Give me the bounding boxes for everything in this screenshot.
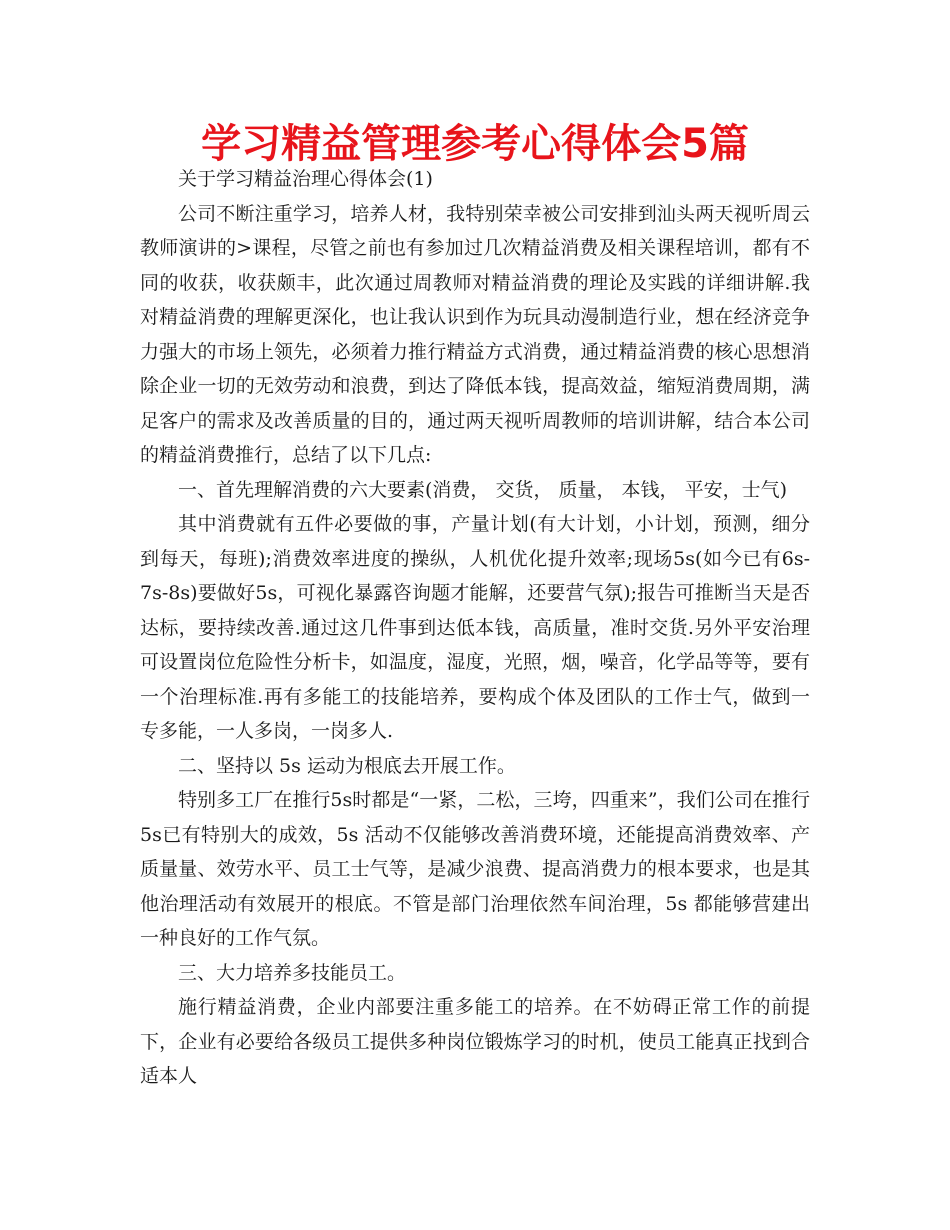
paragraph-point-2: 特别多工厂在推行5s时都是“一紧，二松，三垮，四重来”，我们公司在推行5s已有特别大的成效，5s 活动不仅能够改善消费环境，还能提高消费效率、产质量量、效劳水平、员工士气等，是减少浪费、提高消费力的根本要求，也是其他治理活动有效展开的根底。不管是部门治理依然车间治理，5s 都能够营建出一种良好的工作气氛。 bbox=[140, 789, 810, 949]
section-heading-1: 关于学习精益治理心得体会(1) bbox=[178, 168, 433, 190]
point-heading-1: 一、首先理解消费的六大要素(消费， 交货， 质量， 本钱， 平安，士气) bbox=[178, 478, 787, 501]
point-heading-2: 二、坚持以 5s 运动为根底去开展工作。 bbox=[178, 754, 516, 777]
document-title: 学习精益管理参考心得体会5篇 bbox=[201, 121, 749, 167]
document-body bbox=[140, 162, 810, 1094]
paragraph-point-3: 施行精益消费，企业内部要注重多能工的培养。在不妨碍正常工作的前提下，企业有必要给各级员工提供多种岗位锻炼学习的时机，使员工能真正找到合适本人 bbox=[140, 996, 810, 1087]
paragraph-point-1: 其中消费就有五件必要做的事，产量计划(有大计划，小计划，预测，细分到每天，每班);消费效率进度的操纵，人机优化提升效率;现场5s(如今已有6s-7s-8s)要做好5s，可视化暴露咨询题才能解，还要营气氛);报告可推断当天是否达标，要持续改善.通过这几件事到达低本钱，高质量，准时交货.另外平安治理可设置岗位危险性分析卡，如温度，湿度，光照，烟，噪音，化学品等等，要有一个治理标准.再有多能工的技能培养，要构成个体及团队的工作士气，做到一专多能，一人多岗，一岗多人. bbox=[140, 513, 810, 742]
point-heading-3: 三、大力培养多技能员工。 bbox=[178, 961, 407, 984]
paragraph-intro: 公司不断注重学习，培养人材，我特别荣幸被公司安排到汕头两天视听周云教师演讲的>课程，尽管之前也有参加过几次精益消费及相关课程培训，都有不同的收获，收获颇丰，此次通过周教师对精益消费的理论及实践的详细讲解.我对精益消费的理解更深化，也让我认识到作为玩具动漫制造行业，想在经济竞争力强大的市场上领先，必须着力推行精益方式消费，通过精益消费的核心思想消除企业一切的无效劳动和浪费，到达了降低本钱，提高效益，缩短消费周期，满足客户的需求及改善质量的目的，通过两天视听周教师的培训讲解，结合本公司的精益消费推行，总结了以下几点: bbox=[140, 202, 810, 466]
